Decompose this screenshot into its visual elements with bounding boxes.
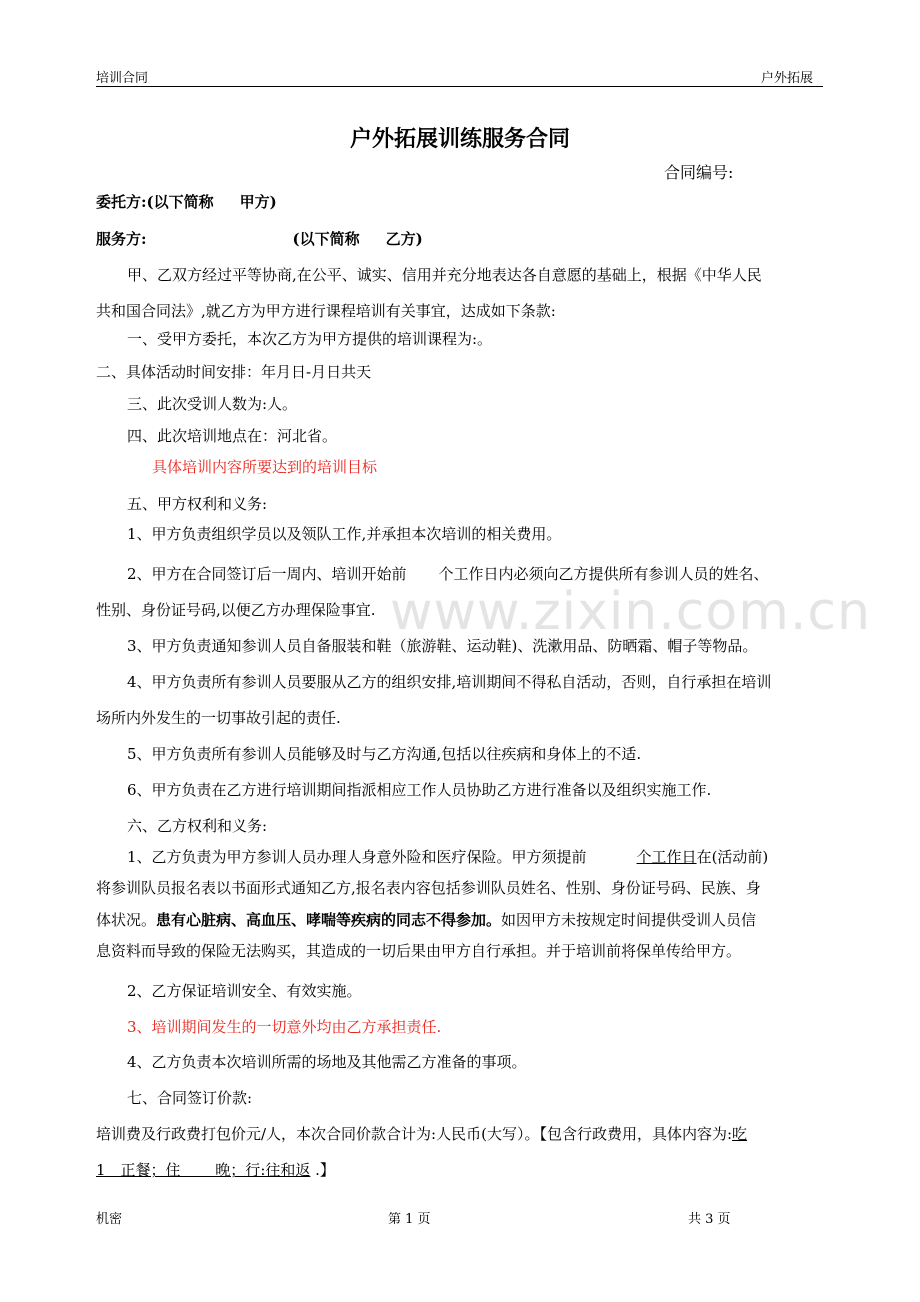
party-b-duty-1-part-a: 1、乙方负责为甲方参训人员办理人身意外险和医疗保险。甲方须提前 <box>127 848 587 866</box>
contract-number-label: 合同编号: <box>664 163 734 182</box>
party-b-duty-1-end: 息资料而导致的保险无法购买，其造成的一切后果由甲方自行承担。并于培训前将保单传给甲方。 <box>96 942 742 960</box>
watermark: www.zixin.com.cn <box>390 582 871 642</box>
header-rule <box>96 86 823 87</box>
health-restriction: 患有心脏病、高血压、哮喘等疾病的同志不得参加。 <box>156 911 502 929</box>
party-a-duty-6: 6、甲方负责在乙方进行培训期间指派相应工作人员协助乙方进行准备以及组织实施工作. <box>127 781 712 799</box>
party-b-label: 服务方: <box>96 230 147 248</box>
training-goal-heading: 具体培训内容所要达到的培训目标 <box>152 458 378 476</box>
party-b-line <box>96 229 423 249</box>
price-line-1 <box>96 1124 761 1144</box>
price-text: 培训费及行政费打包价元/人，本次合同价款合计为:人民币(大写）。【包含行政费用，具体内容为: <box>96 1125 733 1143</box>
party-b-duty-1-blank <box>587 848 697 866</box>
footer-left: 机密 <box>96 1212 123 1227</box>
section-7-heading: 七、合同签订价款: <box>127 1089 253 1107</box>
party-a-line <box>96 192 277 212</box>
intro-line-2: 共和国合同法》,就乙方为甲方进行课程培训有关事宜，达成如下条款: <box>96 302 556 320</box>
health-suffix: 如因甲方未按规定时间提供受训人员信 <box>501 911 757 929</box>
section-5-heading: 五、甲方权利和义务: <box>127 495 268 513</box>
price-line-2 <box>96 1160 335 1180</box>
party-a-name: 甲方) <box>239 193 277 211</box>
party-b-duty-1-part-b: 在(活动前) <box>696 848 769 866</box>
party-b-duty-1 <box>127 847 768 867</box>
party-a-duty-4-cont: 场所内外发生的一切事故引起的责任. <box>96 709 341 727</box>
price-meals-lodging-travel: 1 正餐；住 晚；行:往和返 <box>96 1161 311 1179</box>
party-a-duty-1: 1、甲方负责组织学员以及领队工作,并承担本次培训的相关费用。 <box>127 525 562 543</box>
header-left: 培训合同 <box>96 71 149 86</box>
party-b-duty-2: 2、乙方保证培训安全、有效实施。 <box>127 982 362 1000</box>
party-b-duty-3: 3、培训期间发生的一切意外均由乙方承担责任. <box>127 1018 442 1036</box>
party-a-duty-2-part-b: 个工作日内必须向乙方提供所有参训人员的姓名、 <box>438 565 769 583</box>
party-a-duty-2-part-a: 2、甲方在合同签订后一周内、培训开始前 <box>127 565 407 583</box>
intro-line-1: 甲、乙双方经过平等协商,在公平、诚实、信用并充分地表达各自意愿的基础上，根据《中华人民 <box>127 266 762 284</box>
item-2: 二、具体活动时间安排：年月日-月日共天 <box>96 363 372 381</box>
party-b-name: 乙方) <box>385 230 423 248</box>
party-a-duty-2 <box>127 564 769 584</box>
party-a-alias: (以下简称 <box>146 193 214 211</box>
item-4: 四、此次培训地点在：河北省。 <box>127 427 338 445</box>
price-close: .】 <box>310 1161 335 1179</box>
party-b-duty-1-workdays: 个工作日 <box>636 848 697 866</box>
document-title: 户外拓展训练服务合同 <box>349 127 570 152</box>
party-a-duty-5: 5、甲方负责所有参训人员能够及时与乙方沟通,包括以往疾病和身体上的不适. <box>127 745 642 763</box>
party-b-duty-1-cont: 将参训队员报名表以书面形式通知乙方,报名表内容包括参训队员姓名、性别、身份证号码、民族、身 <box>96 879 761 897</box>
party-b-alias: (以下简称 <box>292 230 360 248</box>
footer-page-number: 第 1 页 <box>388 1212 431 1227</box>
party-a-duty-2-cont: 性别、身份证号码,以便乙方办理保险事宜. <box>96 601 376 619</box>
footer-total-pages: 共 3 页 <box>688 1212 731 1227</box>
party-a-label: 委托方: <box>96 193 147 211</box>
party-b-duty-4: 4、乙方负责本次培训所需的场地及其他需乙方准备的事项。 <box>127 1053 527 1071</box>
header-right: 户外拓展 <box>761 71 814 86</box>
item-3: 三、此次受训人数为:人。 <box>127 395 298 413</box>
party-a-duty-3: 3、甲方负责通知参训人员自备服装和鞋（旅游鞋、运动鞋)、洗漱用品、防晒霜、帽子等物品。 <box>127 637 758 655</box>
party-b-duty-1-health <box>96 910 756 930</box>
section-6-heading: 六、乙方权利和义务: <box>127 817 268 835</box>
health-prefix: 体状况。 <box>96 911 157 929</box>
item-1: 一、受甲方委托，本次乙方为甲方提供的培训课程为:。 <box>127 330 493 348</box>
price-underlined-eat: 吃 <box>732 1125 748 1143</box>
party-a-duty-4: 4、甲方负责所有参训人员要服从乙方的组织安排,培训期间不得私自活动，否则，自行承担在培训 <box>127 673 772 691</box>
